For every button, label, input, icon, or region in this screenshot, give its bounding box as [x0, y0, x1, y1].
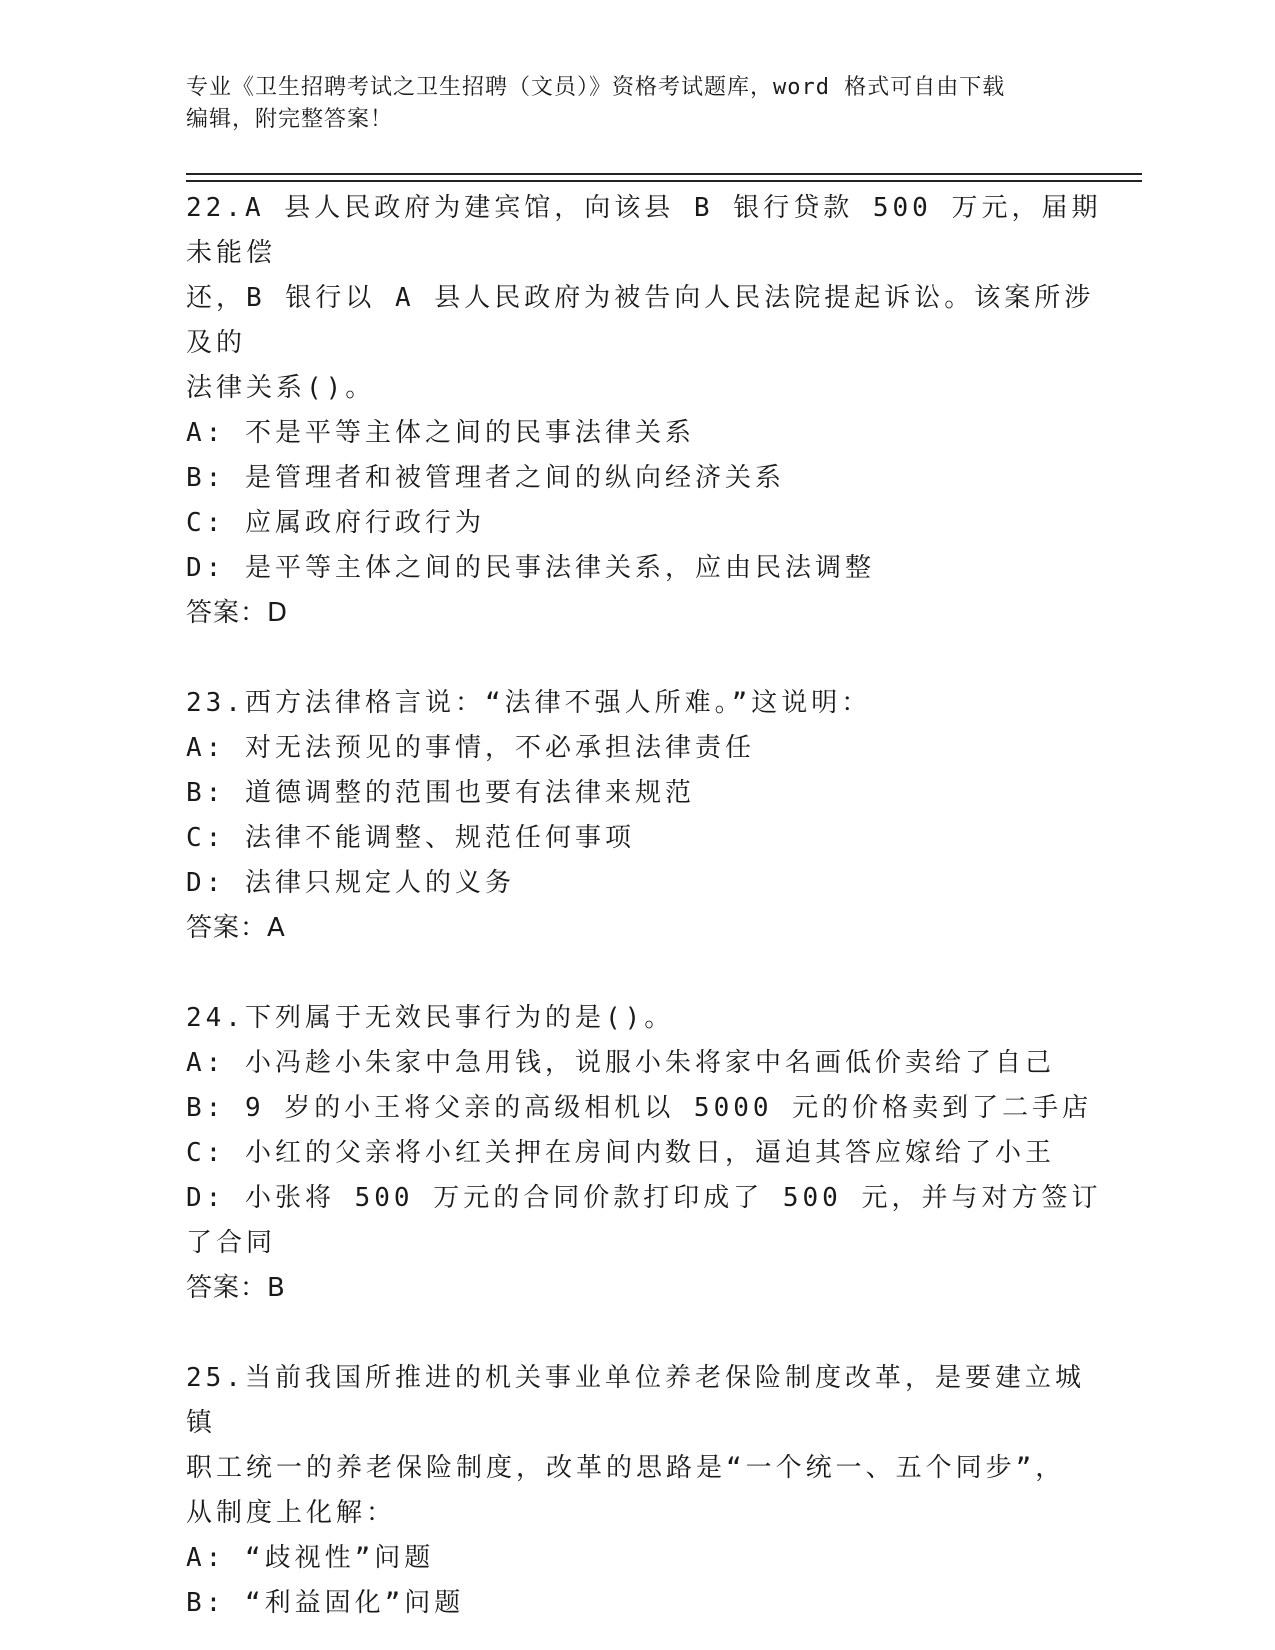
question-stem-line: 法律关系()。 — [186, 373, 376, 403]
header-line-1: 专业《卫生招聘考试之卫生招聘（文员）》资格考试题库，word 格式可自由下载 — [186, 75, 1006, 100]
question-22 — [186, 186, 1106, 636]
header-line-2: 编辑，附完整答案！ — [186, 107, 394, 132]
question-stem-line: 职工统一的养老保险制度，改革的思路是“一个统一、五个同步”， — [186, 1453, 1066, 1483]
option-c: C: 法律不能调整、规范任何事项 — [186, 823, 635, 853]
option-d: D: 小张将 500 万元的合同价款打印成了 500 元，并与对方签订了合同 — [186, 1183, 1102, 1258]
option-a: A: “歧视性”问题 — [186, 1543, 435, 1573]
option-d: D: 法律只规定人的义务 — [186, 868, 515, 898]
question-stem-line: 23.西方法律格言说：“法律不强人所难。”这说明： — [186, 688, 872, 718]
question-25 — [186, 1356, 1106, 1626]
answer: 答案：A — [186, 913, 286, 943]
question-list — [186, 186, 1106, 1626]
option-b: B: 是管理者和被管理者之间的纵向经济关系 — [186, 463, 785, 493]
option-c: C: 小红的父亲将小红关押在房间内数日，逼迫其答应嫁给了小王 — [186, 1138, 1055, 1168]
question-stem-line: 25.当前我国所推进的机关事业单位养老保险制度改革，是要建立城镇 — [186, 1363, 1085, 1438]
header-divider-bottom — [186, 180, 1142, 182]
question-stem-line: 22.A 县人民政府为建宾馆，向该县 B 银行贷款 500 万元，届期未能偿 — [186, 193, 1102, 268]
option-d: D: 是平等主体之间的民事法律关系，应由民法调整 — [186, 553, 875, 583]
document-header — [186, 72, 1086, 136]
question-23 — [186, 681, 1106, 951]
question-stem-line: 从制度上化解： — [186, 1498, 397, 1528]
option-c: C: 应属政府行政行为 — [186, 508, 485, 538]
option-b: B: 9 岁的小王将父亲的高级相机以 5000 元的价格卖到了二手店 — [186, 1093, 1093, 1123]
option-a: A: 对无法预见的事情，不必承担法律责任 — [186, 733, 755, 763]
answer: 答案：B — [186, 1273, 286, 1303]
question-stem-line: 24.下列属于无效民事行为的是()。 — [186, 1003, 675, 1033]
header-divider-top — [186, 173, 1142, 175]
option-b: B: “利益固化”问题 — [186, 1588, 465, 1618]
answer: 答案：D — [186, 598, 289, 628]
question-24 — [186, 996, 1106, 1311]
option-a: A: 小冯趁小朱家中急用钱，说服小朱将家中名画低价卖给了自己 — [186, 1048, 1055, 1078]
option-a: A: 不是平等主体之间的民事法律关系 — [186, 418, 695, 448]
option-b: B: 道德调整的范围也要有法律来规范 — [186, 778, 695, 808]
question-stem-line: 还，B 银行以 A 县人民政府为被告向人民法院提起诉讼。该案所涉及的 — [186, 283, 1095, 358]
